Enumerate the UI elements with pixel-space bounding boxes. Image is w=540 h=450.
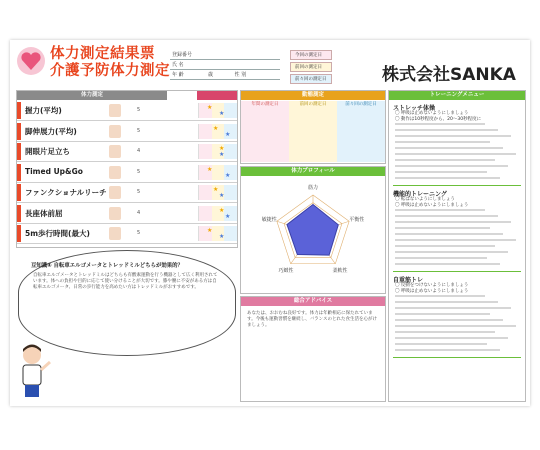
score-col [224,185,237,200]
row-value: 5 [137,107,141,113]
training-panel-header: トレーニングメニュー [389,91,525,100]
fitness-row [17,142,237,162]
exercise-icon [109,125,121,138]
star-icon: ★ [207,227,213,234]
row-label: 脚伸展力(平均) [25,126,77,136]
text-line-placeholder [395,165,508,167]
exercise-icon [109,145,121,158]
text-line-placeholder [395,153,516,155]
row-value: 5 [137,189,141,195]
training-section-title: ストレッチ体操 [393,105,435,112]
row-label: 開眼片足立ち [25,147,70,156]
row-value: 5 [137,127,141,134]
motion-col [289,101,337,162]
training-panel [388,90,526,402]
legend [290,50,332,86]
text-line-placeholder [395,337,508,339]
row-marker [17,123,21,140]
star-icon: ★ [219,151,225,158]
text-line-placeholder [395,209,485,211]
info-label: 登録番号 [170,50,206,60]
radar-chart [241,177,385,292]
star-icon: ★ [207,165,213,173]
exercise-icon [109,227,121,240]
score-mini-chart [198,185,237,200]
star-icon: ★ [225,130,231,138]
text-line-placeholder [395,331,495,333]
text-line-placeholder [395,215,498,217]
score-mini-chart [198,165,237,180]
score-col [212,165,224,180]
radar-series [287,205,338,256]
fitness-row [17,224,237,244]
score-col [224,226,237,241]
score-col [199,185,212,200]
star-icon: ★ [225,171,231,179]
exercise-icon [109,186,121,199]
row-value: 5 [137,168,141,175]
text-line-placeholder [395,251,508,253]
text-line-placeholder [395,135,511,137]
training-line: 〇 呼吸は止めないようにしましょう [395,289,469,294]
score-mini-chart [198,144,237,159]
training-line: 〇 転ばないようにしましょう [395,197,455,202]
advice-text: あなたは、おおむね良好です。体力は年齢相応に保たれています。今後も運動習慣を継続し、バランスのとれた食生活を心がけましょう。 [247,311,378,328]
text-line-placeholder [395,307,511,309]
star-icon: ★ [213,124,219,132]
row-value: 4 [137,209,141,216]
star-icon: ★ [219,192,225,199]
radar-axis-label: 巧緻性 [278,268,294,275]
score-col [199,206,212,221]
text-line-placeholder [395,349,500,351]
star-icon: ★ [219,233,225,240]
training-line: 〇 呼吸は止めないようにしましょう [395,111,469,116]
text-line-placeholder [395,227,490,229]
info-label: 年 齢 [170,70,206,80]
training-line: 〇 動作は10秒程度から、20〜30秒程度に [395,117,482,122]
star-icon: ★ [219,145,225,152]
legend-item: 前々回の測定日 [290,74,332,84]
text-line-placeholder [395,159,495,161]
row-label: 握力(平均) [25,106,62,115]
text-line-placeholder [395,257,487,259]
motion-col-label: 前回の測定日 [299,102,327,107]
training-line: 〇 反動をつけないようにしましょう [395,283,469,288]
text-line-placeholder [395,301,498,303]
training-section-title: 機能的トレーニング [393,191,447,198]
company-name: 株式会社SANKA [382,65,516,85]
text-line-placeholder [395,129,498,131]
row-label: ファンクショナルリーチ [25,188,107,197]
radar-axis-label: 平衡性 [349,216,365,223]
motion-col-label: 年間の測定日 [251,102,279,107]
text-line-placeholder [395,245,495,247]
page-title: 体力測定結果票 [50,46,155,62]
score-col [224,144,237,159]
training-section-title: 自重筋トレ [393,277,424,284]
row-label: 5m歩行時間(最大) [25,229,90,238]
star-icon: ★ [219,110,225,117]
score-mini-chart [198,103,237,118]
profile-panel-header: 体力プロフィール [241,167,385,176]
row-label: Timed Up&Go [25,166,83,176]
row-marker [17,184,21,201]
tips-title: 豆知識④ 自転車エルゴメータとトレッドミルどちらが効果的？ [31,263,183,269]
star-icon: ★ [219,206,225,214]
row-marker [17,143,21,160]
section-divider [393,185,521,186]
heart-logo-icon [16,46,46,76]
text-line-placeholder [395,123,485,125]
fitness-rows [17,101,237,246]
text-line-placeholder [395,239,516,241]
text-line-placeholder [395,263,500,265]
row-value: 4 [137,148,141,154]
motion-col [337,101,385,162]
score-col [199,144,212,159]
star-icon: ★ [225,212,231,220]
text-line-placeholder [395,343,487,345]
section-divider [393,357,521,358]
info-label: 性 別 [234,72,247,78]
text-line-placeholder [395,325,516,327]
motion-col [241,101,289,162]
star-icon: ★ [207,104,213,111]
score-mini-chart [198,206,237,221]
fitness-row [17,101,237,121]
exercise-icon [109,166,121,179]
exercise-icon [109,207,121,220]
text-line-placeholder [395,319,503,321]
score-col [199,124,212,139]
fitness-row [17,122,237,142]
legend-item: 今回の測定日 [290,50,332,60]
motion-panel-header: 動態測定 [241,91,385,100]
info-table [170,50,280,80]
advice-panel [240,296,386,402]
text-line-placeholder [395,221,511,223]
profile-panel [240,166,386,294]
fitness-row [17,183,237,203]
fitness-row [17,204,237,224]
text-line-placeholder [395,295,485,297]
info-label: 歳 [208,72,214,78]
text-line-placeholder [395,177,500,179]
chart-header [197,91,237,100]
score-col [224,103,237,118]
row-value: 5 [137,230,141,236]
text-line-placeholder [395,141,490,143]
text-line-placeholder [395,313,490,315]
page-subtitle: 介護予防体力測定 [50,63,170,79]
star-icon: ★ [213,186,219,193]
text-line-placeholder [395,233,503,235]
motion-col-label: 前々回の測定日 [345,102,377,107]
score-mini-chart [198,226,237,241]
info-label: 氏 名 [170,60,206,70]
fitness-panel [16,90,238,248]
radar-axis-label: 柔軟性 [332,268,348,275]
tips-bubble [18,250,236,356]
instructor-figure-icon [14,342,54,400]
row-marker [17,102,21,119]
section-divider [393,271,521,272]
radar-axis-label: 敏捷性 [261,216,277,223]
row-marker [17,225,21,242]
result-sheet [10,40,530,406]
row-marker [17,164,21,181]
text-line-placeholder [395,147,503,149]
tips-text: 自転車エルゴメータとトレッドミルはどちらも有酸素運動を行う機器として広く利用されています。体への負担や目的に応じて使い分けることが大切です。膝や腰に不安がある方は自転車エルゴメータ、日常の歩行能力を高めたい方はトレッドミルがおすすめです。 [33,273,218,290]
row-marker [17,205,21,222]
training-body [393,103,521,398]
score-mini-chart [198,124,237,139]
fitness-row [17,163,237,183]
radar-axis-label: 筋力 [307,185,319,191]
text-line-placeholder [395,171,487,173]
training-line: 〇 呼吸は止めないようにしましょう [395,203,469,208]
motion-panel [240,90,386,164]
advice-panel-header: 総合アドバイス [241,297,385,306]
exercise-icon [109,104,121,117]
row-label: 長座体前屈 [25,208,63,218]
fitness-panel-header: 体力測定 [17,91,167,100]
legend-item: 前回の測定日 [290,62,332,72]
